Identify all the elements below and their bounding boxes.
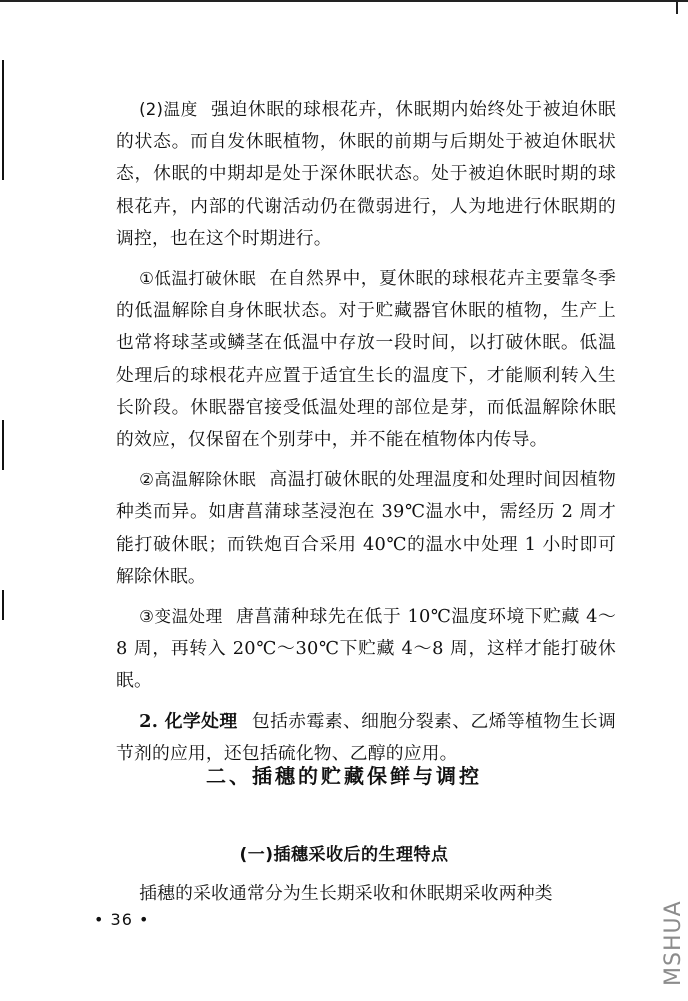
paragraph-lead: ③变温处理 — [139, 607, 223, 627]
paragraph-lead: (2)温度 — [139, 100, 198, 119]
margin-scan-mark — [2, 590, 4, 620]
paragraph-text: 高温打破休眠的处理温度和处理时间因植物种类而异。如唐菖蒲球茎浸泡在 39℃温水中，需经历 2 周才能打破休眠；而铁炮百合采用 40℃的温水中处理 1 小时即可解除休眠。 — [116, 469, 616, 587]
paragraph-text: 包括赤霉素、细胞分裂素、乙烯等植物生长调节剂的应用，还包括硫化物、乙醇的应用。 — [116, 710, 616, 764]
paragraph-text: 唐菖蒲种球先在低于 10℃温度环境下贮藏 4～8 周，再转入 20℃～30℃下贮藏 4～8 周，这样才能打破休眠。 — [116, 606, 616, 692]
body-text-continued — [116, 878, 616, 910]
paragraph-lead: ②高温解除休眠 — [139, 470, 257, 490]
paragraph-temperature — [116, 94, 616, 255]
sub-heading: (一)插穗采收后的生理特点 — [239, 845, 449, 865]
body-text — [116, 94, 616, 770]
page-corner-mark — [676, 0, 678, 14]
page-top-edge — [0, 0, 688, 2]
section-heading: 二、插穗的贮藏保鲜与调控 — [206, 764, 482, 788]
paragraph-lead: ①低温打破休眠 — [139, 269, 257, 289]
paragraph-cutting-harvest: 插穗的采收通常分为生长期采收和休眠期采收两种类 — [139, 883, 553, 904]
paragraph-text: 在自然界中，夏休眠的球根花卉主要靠冬季的低温解除自身休眠状态。对于贮藏器官休眠的植物，生产上也常将球茎或鳞茎在低温中存放一段时间，以打破休眠。低温处理后的球根花卉应置于适宜生长的温度下，才能顺利转入生长阶段。休眠器官接受低温处理的部位是芽，而低温解除休眠的效应，仅保留在个别芽中，并不能在植物体内传导。 — [116, 268, 616, 451]
paragraph-low-temperature — [116, 263, 616, 456]
paragraph-lead: 2. 化学处理 — [139, 710, 238, 732]
paragraph-high-temperature — [116, 464, 616, 593]
page-number: • 36 • — [94, 910, 150, 929]
watermark: MSHUA — [661, 900, 686, 986]
paragraph-variable-temperature — [116, 601, 616, 698]
margin-scan-mark — [2, 420, 4, 470]
margin-scan-mark — [2, 60, 4, 180]
paragraph-text: 强迫休眠的球根花卉，休眠期内始终处于被迫休眠的状态。而自发休眠植物，休眠的前期与后期处于被迫休眠状态，休眠的中期却是处于深休眠状态。处于被迫休眠时期的球根花卉，内部的代谢活动仍在微弱进行，人为地进行休眠期的调控，也在这个时期进行。 — [116, 99, 616, 249]
